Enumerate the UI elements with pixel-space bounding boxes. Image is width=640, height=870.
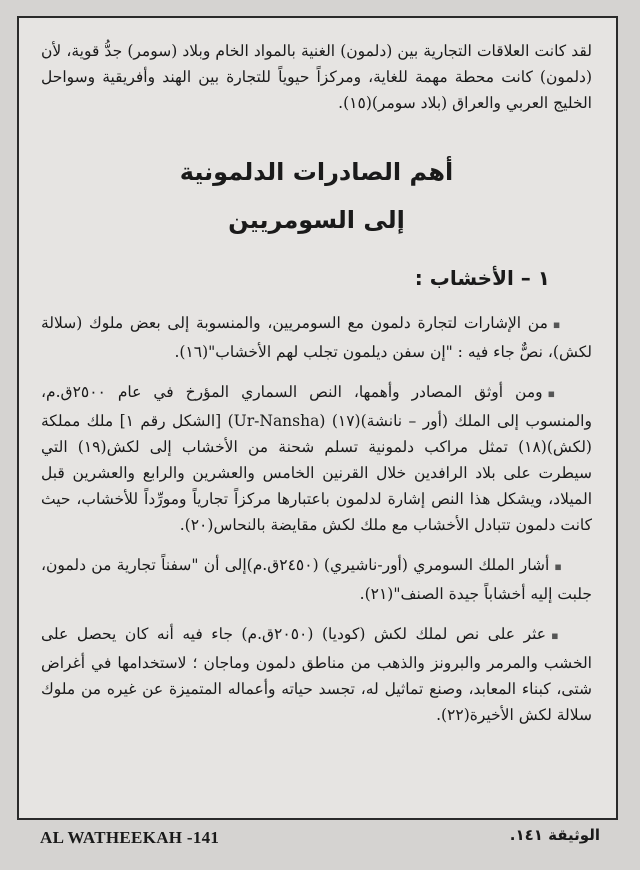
paragraph-3: [41, 552, 592, 607]
bullet-icon: ◾: [554, 562, 562, 573]
paragraph-1: [41, 310, 592, 365]
paragraph-text: ومن أوثق المصادر وأهمها، النص السماري المؤرخ في عام ٢٥٠٠ق.م، والمنسوب إلى الملك (أور – نانشة)(١٧) (Ur-Nansha) [الشكل رقم ١] ملك مملكة (لكش)(١٨) تمثل مراكب دلمونية تسلم شحنة من الأخشاب إلى لكش(١٩) التي سيطرت على بلاد الرافدين خلال القرنين الخامس والعشرين والرابع والعشرين قبل الميلاد، ويشكل هذا النص إشارة لدلمون باعتبارها مركزاً تجارياً ومورِّداً للأخشاب، حيث كانت دلمون تتبادل الأخشاب مع ملك لكش مقايضة بالنحاس(٢٠).: [41, 383, 592, 534]
main-heading-line-1: أهم الصادرات الدلمونية: [179, 158, 454, 186]
section-title-timber: ١ – الأخشاب :: [414, 266, 550, 290]
footer-journal-name: AL WATHEEKAH -141: [40, 828, 220, 847]
paragraph-text: أشار الملك السومري (أور-ناشيري) (٢٤٥٠ق.م)إلى أن "سفناً تجارية من دلمون، جلبت إليه أخشاباً جيدة الصنف"(٢١).: [41, 556, 592, 603]
paragraph-2: [41, 379, 592, 538]
bullet-icon: ◾: [552, 320, 562, 331]
footer-page-number: الوثيقة ١٤١.: [509, 826, 600, 844]
paragraph-text: عثر على نص لملك لكش (كوديا) (٢٠٥٠ق.م) جاء فيه أنه كان يحصل على الخشب والمرمر والبرونز والذهب من مناطق دلمون وماجان ؛ لاستخدامها في أغراض شتى، كبناء المعابد، وصنع تماثيل له، تجسد حياته وأعماله المتميزة عن غيره من ملوك سلالة لكش الأخيرة(٢٢).: [41, 625, 592, 724]
paragraph-text: من الإشارات لتجارة دلمون مع السومريين، والمنسوبة إلى بعض ملوك (سلالة لكش)، نصٌّ جاء فيه : "إن سفن ديلمون تجلب لهم الأخشاب"(١٦).: [41, 314, 592, 361]
main-heading-line-2: إلى السومريين: [228, 206, 405, 234]
article-body: [41, 38, 592, 728]
intro-paragraph: لقد كانت العلاقات التجارية بين (دلمون) الغنية بالمواد الخام وبلاد (سومر) جدُّ قوية، لأن (دلمون) كانت محطة مهمة للغاية، ومركزاً حيوياً للتجارة بين الهند وأفريقية وسواحل الخليج العربي والعراق (بلاد سومر)(١٥).: [41, 42, 592, 112]
paragraph-4: [41, 621, 592, 728]
bullet-icon: ◾: [551, 631, 562, 642]
bullet-icon: ◾: [547, 389, 562, 400]
page-frame: [17, 16, 618, 820]
